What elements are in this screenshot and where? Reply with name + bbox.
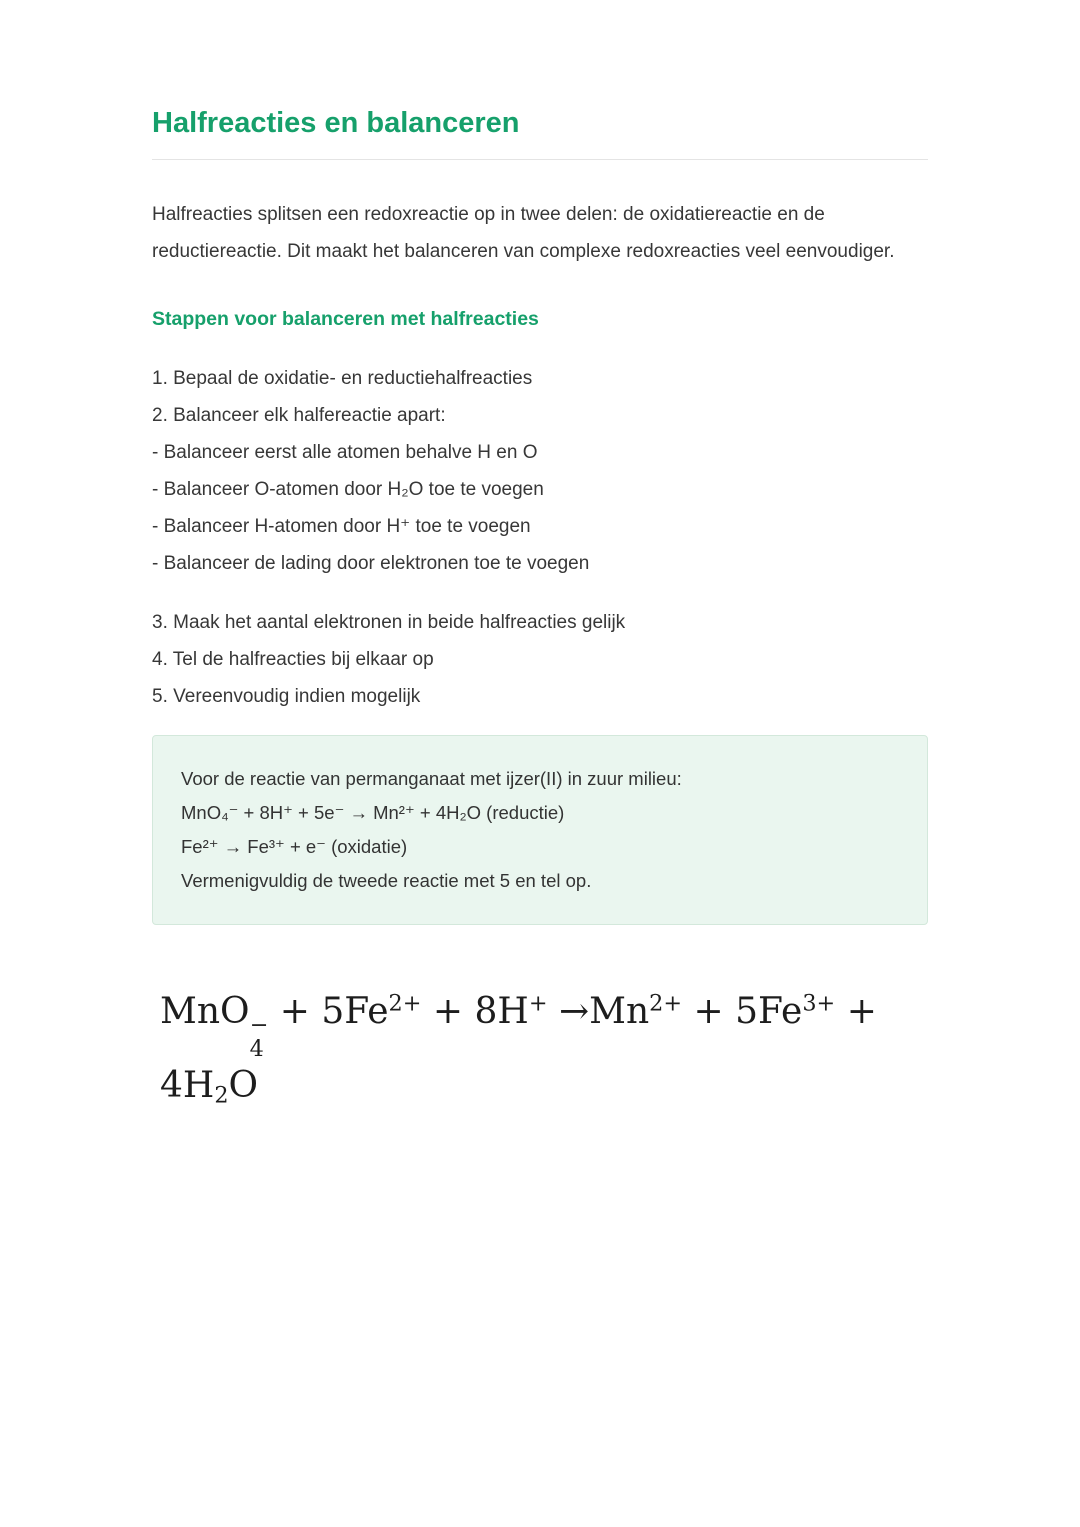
intro-paragraph: Halfreacties splitsen een redoxreactie op in twee delen: de oxidatiereactie en de reductiereactie. Dit maakt het balanceren van complexe redoxreacties veel eenvoudiger. — [152, 203, 895, 262]
callout-intro-line: Voor de reactie van permanganaat met ijzer(II) in zuur milieu: — [181, 768, 682, 790]
final-equation: MnO − 4 + $5Fe^{2+} + 8H^+ \to Mn^{2+} + 5Fe^{3+} + 4H2O$ — [160, 990, 889, 1109]
callout-instruction-line: Vermenigvuldig de tweede reactie met 5 en tel op. — [181, 870, 592, 892]
step-subitem-charge: - Balanceer de lading door elektronen toe te voegen — [152, 553, 590, 575]
step-item-4: 4. Tel de halfreacties bij elkaar op — [152, 649, 434, 671]
step-subitem-atoms: - Balanceer eerst alle atomen behalve H en O — [152, 442, 538, 464]
callout-oxidation-halfreaction: Fe²⁺ → Fe³⁺ + e⁻ (oxidatie) — [181, 836, 408, 858]
title-divider — [152, 159, 928, 160]
step-item-2: 2. Balanceer elk halfereactie apart: — [152, 405, 446, 427]
step-item-1: 1. Bepaal de oxidatie- en reductiehalfreacties — [152, 368, 533, 390]
page-title: Halfreacties en balanceren — [152, 107, 520, 139]
step-subitem-hydrogen: - Balanceer H-atomen door H⁺ toe te voegen — [152, 516, 531, 538]
document-page — [152, 0, 928, 1112]
section-subheading: Stappen voor balanceren met halfreacties — [152, 307, 539, 330]
step-item-5: 5. Vereenvoudig indien mogelijk — [152, 686, 421, 708]
steps-list-2 — [152, 604, 928, 715]
steps-list-1 — [152, 360, 928, 582]
example-callout — [152, 735, 928, 925]
callout-reduction-halfreaction: MnO₄⁻ + 8H⁺ + 5e⁻ → Mn²⁺ + 4H₂O (reductie) — [181, 802, 565, 824]
step-subitem-oxygen: - Balanceer O-atomen door H₂O toe te voegen — [152, 479, 544, 501]
step-item-3: 3. Maak het aantal elektronen in beide halfreacties gelijk — [152, 612, 626, 634]
